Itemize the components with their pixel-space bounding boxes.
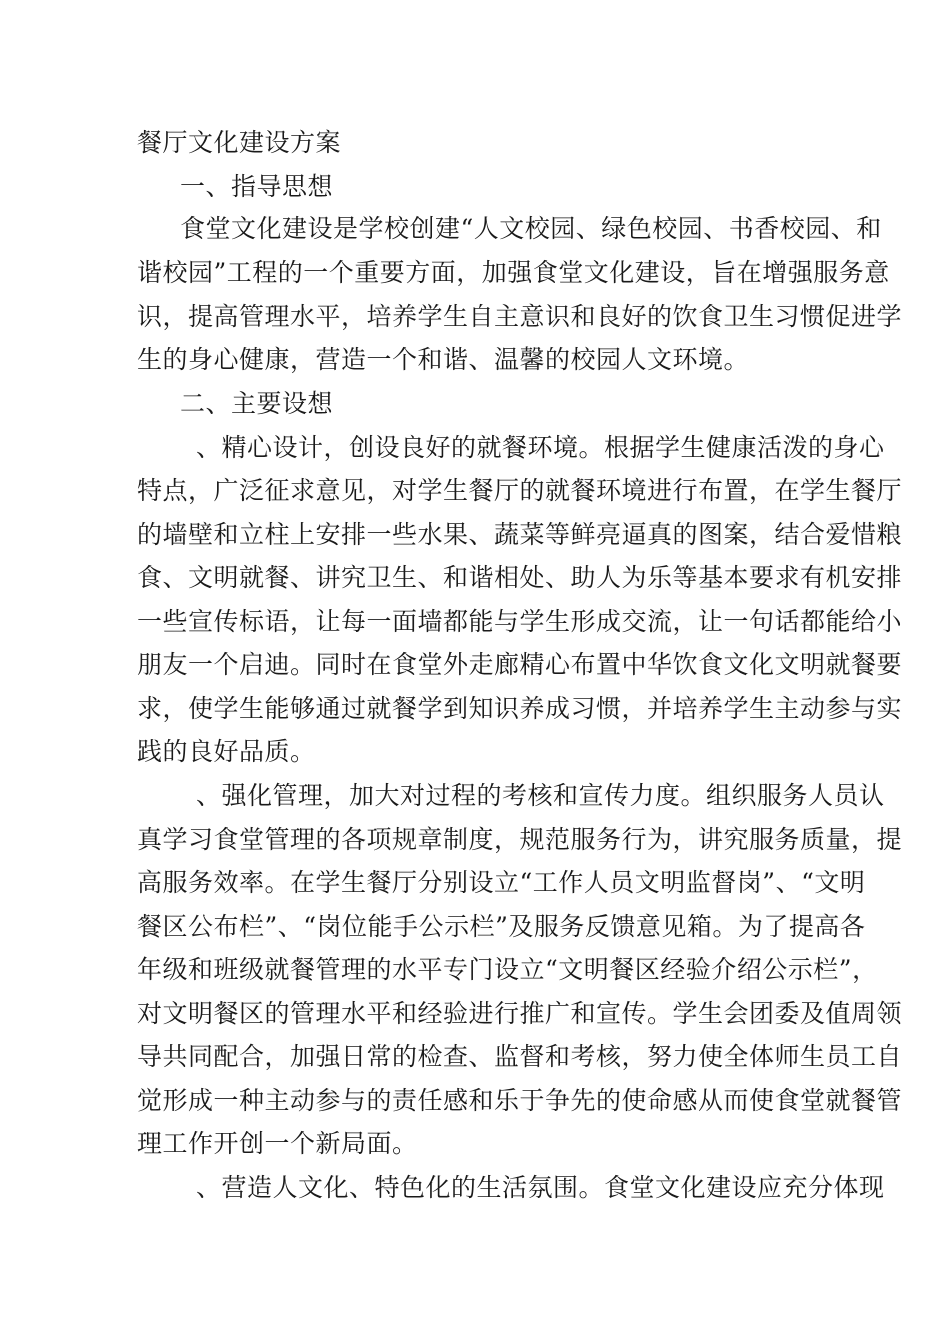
paragraph-line: 、精心设计，创设良好的就餐环境。根据学生健康活泼的身心 (196, 433, 885, 462)
paragraph-line: 理工作开创一个新局面。 (137, 1129, 418, 1158)
paragraph-line: 高服务效率。在学生餐厅分别设立“工作人员文明监督岗”、“文明 (137, 868, 866, 897)
paragraph-line: 生的身心健康，营造一个和谐、温馨的校园人文环境。 (137, 345, 750, 374)
paragraph-line: 觉形成一种主动参与的责任感和乐于争先的使命感从而使食堂就餐管 (137, 1086, 903, 1115)
section-heading: 一、指导思想 (180, 172, 334, 201)
paragraph-line: 识，提高管理水平，培养学生自主意识和良好的饮食卫生习惯促进学 (137, 302, 903, 331)
paragraph-line: 谐校园”工程的一个重要方面，加强食堂文化建设，旨在增强服务意 (137, 258, 890, 287)
paragraph-line: 特点，广泛征求意见，对学生餐厅的就餐环境进行布置，在学生餐厅 (137, 476, 903, 505)
paragraph-line: 真学习食堂管理的各项规章制度，规范服务行为，讲究服务质量，提 (137, 825, 903, 854)
paragraph-line: 践的良好品质。 (137, 737, 316, 766)
paragraph-line: 导共同配合，加强日常的检查、监督和考核，努力使全体师生员工自 (137, 1042, 903, 1071)
paragraph-line: 一些宣传标语，让每一面墙都能与学生形成交流，让一句话都能给小 (137, 607, 903, 636)
paragraph-line: 的墙壁和立柱上安排一些水果、蔬菜等鲜亮逼真的图案，结合爱惜粮 (137, 520, 903, 549)
section-heading: 二、主要设想 (180, 389, 334, 418)
paragraph-line: 求，使学生能够通过就餐学到知识养成习惯，并培养学生主动参与实 (137, 694, 903, 723)
paragraph-line: 朋友一个启迪。同时在食堂外走廊精心布置中华饮食文化文明就餐要 (137, 650, 903, 679)
paragraph-line: 对文明餐区的管理水平和经验进行推广和宣传。学生会团委及值周领 (137, 999, 903, 1028)
paragraph-line: 食堂文化建设是学校创建“人文校园、绿色校园、书香校园、和 (180, 214, 882, 243)
paragraph-line: 餐区公布栏”、“岗位能手公示栏”及服务反馈意见箱。为了提高各 (137, 912, 866, 941)
paragraph-line: 、营造人文化、特色化的生活氛围。食堂文化建设应充分体现 (196, 1173, 885, 1202)
document-title: 餐厅文化建设方案 (137, 128, 342, 157)
paragraph-line: 食、文明就餐、讲究卫生、和谐相处、助人为乐等基本要求有机安排 (137, 563, 903, 592)
paragraph-line: 、强化管理，加大对过程的考核和宣传力度。组织服务人员认 (196, 781, 885, 810)
paragraph-line: 年级和班级就餐管理的水平专门设立“文明餐区经验介绍公示栏”， (137, 955, 878, 984)
